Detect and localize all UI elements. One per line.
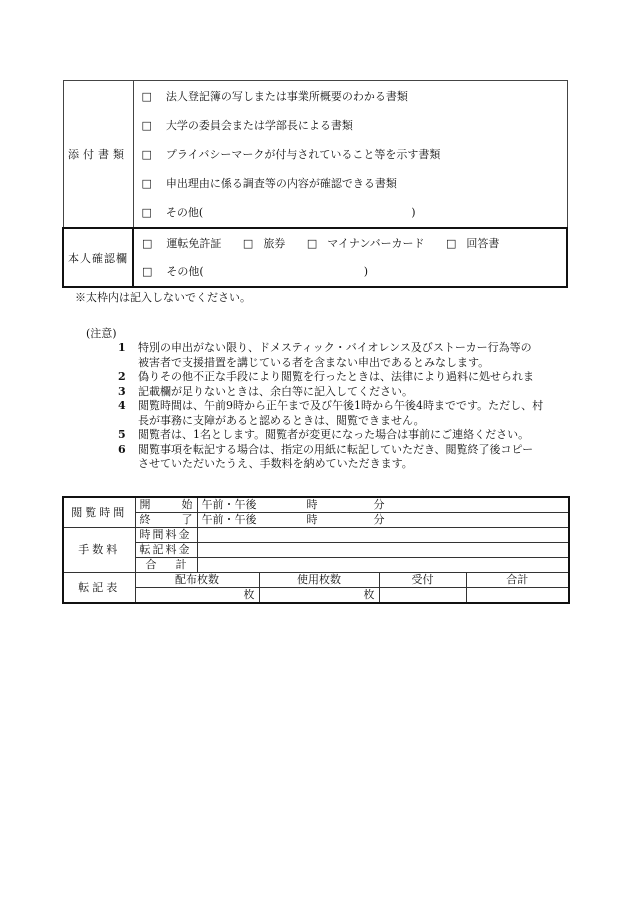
hourly-fee-label: 時間料金 [135,528,197,543]
footnote: ※太枠内は記入しないでください。 [75,291,251,304]
checkbox-icon[interactable]: □ [445,236,457,250]
viewing-record-table [62,496,570,604]
used-sheets-header: 使用枚数 [259,573,379,588]
note-item: 2 偽りその他不正な手段により閲覧を行ったときは、法律により過料に処せられま [118,370,534,383]
identity-option-passport[interactable]: □ 旅券 [243,230,285,258]
note-item: 3 記載欄が足りないときは、余白等に記入してください。 [118,384,413,398]
identity-label: 本人確認欄 [63,228,133,287]
attachment-option-other[interactable]: □ その他( ) [142,198,567,227]
transcription-fee-field[interactable] [197,543,569,558]
note-item: 1 特別の申出がない限り、ドメスティック・バイオレンス及びストーカー行為等の 被害者で支援措置を講じている者を含まない申出であるとみなします。 [118,341,532,369]
start-label: 開 始 [135,497,197,513]
checkbox-icon[interactable]: □ [141,147,152,161]
total-field[interactable] [197,558,569,573]
transcription-fee-label: 転記料金 [135,543,197,558]
attachment-option-3[interactable]: □ プライバシーマークが付与されていること等を示す書類 [142,140,567,169]
checkbox-icon[interactable]: □ [142,236,153,250]
table-row [63,543,569,558]
checkbox-icon[interactable]: □ [141,118,152,132]
total-sheets-field[interactable] [466,588,569,604]
attachments-form [62,80,568,288]
table-row [63,588,569,604]
table-row [63,528,569,543]
identity-row-2[interactable]: □ その他( ) [142,258,566,286]
identity-option-answer[interactable]: □ 回答書 [446,230,499,258]
identity-option-license[interactable]: □ 運転免許証 [142,230,221,258]
distributed-sheets-field[interactable]: 枚 [135,588,259,604]
total-label: 合 計 [135,558,197,573]
transcription-table-label: 転記表 [63,573,135,604]
total-header: 合計 [466,573,569,588]
attachments-label: 添付書類 [63,81,133,229]
attachment-option-4[interactable]: □ 申出理由に係る調査等の内容が確認できる書類 [142,169,567,198]
checkbox-icon[interactable]: □ [141,176,152,190]
reception-header: 受付 [379,573,466,588]
table-row [63,497,569,513]
checkbox-icon[interactable]: □ [142,264,153,278]
checkbox-icon[interactable]: □ [242,236,254,250]
checkbox-icon[interactable]: □ [306,236,318,250]
note-item: 6 閲覧事項を転記する場合は、指定の用紙に転記していただき、閲覧終了後コピー させていただいたうえ、手数料を納めていただきます。 [118,442,534,470]
start-time-field[interactable]: 午前・午後 時 分 [197,497,569,513]
attachments-options [133,81,567,229]
identity-option-mynumber[interactable]: □ マイナンバーカード [307,230,425,258]
table-row [63,573,569,588]
viewing-time-label: 閲覧時間 [63,497,135,528]
hourly-fee-field[interactable] [197,528,569,543]
reception-field[interactable] [379,588,466,604]
note-item: 5 閲覧者は、1名とします。閲覧者が変更になった場合は事前にご連絡ください。 [118,428,530,441]
identity-options [133,228,567,287]
notes-list [118,341,570,472]
fee-label: 手数料 [63,528,135,573]
table-row [63,513,569,528]
attachment-option-1[interactable]: □ 法人登記簿の写しまたは事業所概要のわかる書類 [142,82,567,111]
end-time-field[interactable]: 午前・午後 時 分 [197,513,569,528]
attachment-option-2[interactable]: □ 大学の委員会または学部長による書類 [142,111,567,140]
table-row [63,558,569,573]
distributed-sheets-header: 配布枚数 [135,573,259,588]
checkbox-icon[interactable]: □ [141,205,152,219]
end-label: 終 了 [135,513,197,528]
note-item: 4 閲覧時間は、午前9時から正午まで及び午後1時から午後4時までです。ただし、村 長が事務に支障があると認めるときは、閲覧できません。 [118,399,544,427]
checkbox-icon[interactable]: □ [141,89,152,103]
used-sheets-field[interactable]: 枚 [259,588,379,604]
notes-title: (注意) [86,327,117,340]
identity-row-1 [142,230,566,258]
